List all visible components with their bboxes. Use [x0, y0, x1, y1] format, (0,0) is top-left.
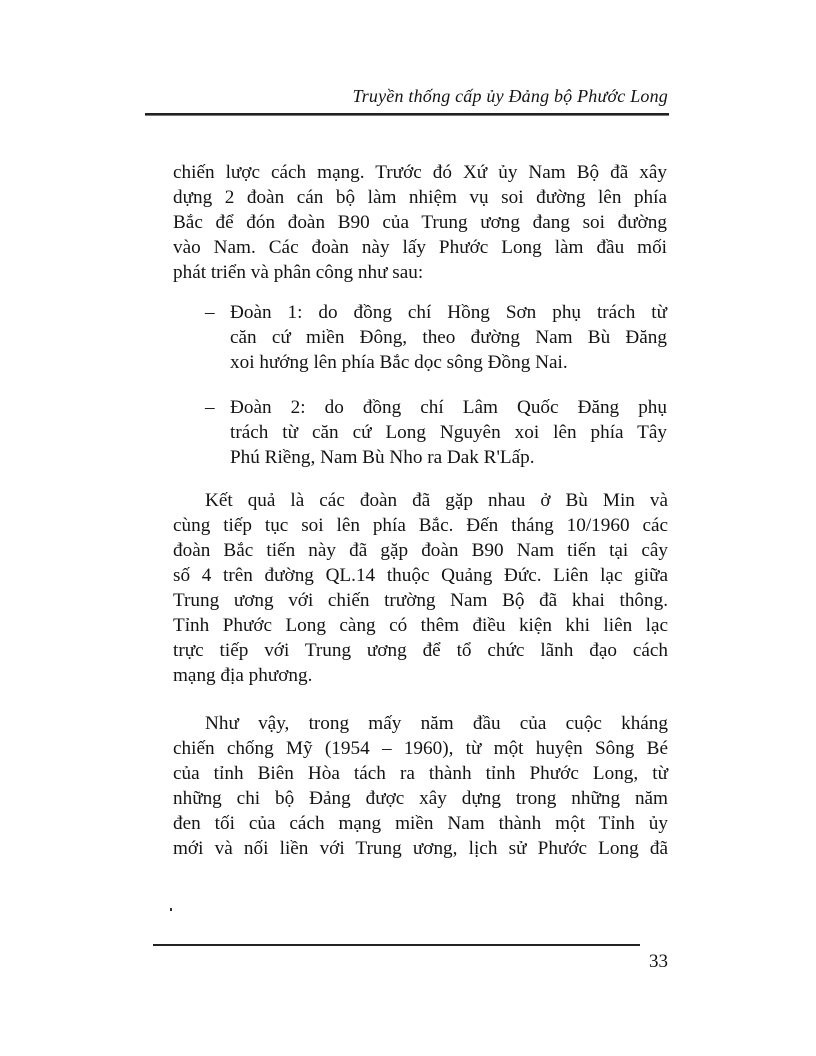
text-line: vào Nam. Các đoàn này lấy Phước Long làm đầu mối — [173, 237, 667, 258]
text-line: căn cứ miền Đông, theo đường Nam Bù Đăng — [230, 327, 667, 348]
text-line: Đoàn 1: do đồng chí Hồng Sơn phụ trách từ — [230, 302, 667, 323]
text-line: đoàn Bắc tiến này đã gặp đoàn B90 Nam tiến tại cây — [173, 540, 668, 561]
text-line: số 4 trên đường QL.14 thuộc Quảng Đức. Liên lạc giữa — [173, 565, 668, 586]
page-number: 33 — [649, 951, 668, 972]
text-line: đen tối của cách mạng miền Nam thành một Tỉnh ủy — [173, 813, 668, 834]
text-line: Phú Riềng, Nam Bù Nho ra Dak R'Lấp. — [230, 447, 535, 468]
text-line: Kết quả là các đoàn đã gặp nhau ở Bù Min và — [205, 490, 668, 511]
text-line: mới và nối liền với Trung ương, lịch sử Phước Long đã — [173, 838, 668, 859]
text-line: chiến chống Mỹ (1954 – 1960), từ một huyện Sông Bé — [173, 738, 668, 759]
scan-speck — [170, 908, 172, 911]
text-line: của tỉnh Biên Hòa tách ra thành tỉnh Phước Long, từ — [173, 763, 668, 784]
bullet-text — [230, 300, 667, 375]
footer-rule — [153, 944, 640, 946]
text-line: những chi bộ Đảng được xây dựng trong những năm — [173, 788, 668, 809]
text-line: mạng địa phương. — [173, 665, 313, 686]
text-line: trách từ căn cứ Long Nguyên xoi lên phía Tây — [230, 422, 667, 443]
text-line: Tỉnh Phước Long càng có thêm điều kiện khi liên lạc — [173, 615, 668, 636]
text-line: Trung ương với chiến trường Nam Bộ đã khai thông. — [173, 590, 668, 611]
bullet-dash: – — [205, 302, 215, 323]
paragraph-2 — [173, 488, 668, 688]
paragraph-1 — [173, 160, 667, 285]
header-rule — [145, 113, 669, 116]
text-line: Đoàn 2: do đồng chí Lâm Quốc Đăng phụ — [230, 397, 667, 418]
text-line: chiến lược cách mạng. Trước đó Xứ ủy Nam Bộ đã xây — [173, 162, 667, 183]
text-line: trực tiếp với Trung ương để tổ chức lãnh đạo cách — [173, 640, 668, 661]
bullet-text — [230, 395, 667, 470]
running-header: Truyền thống cấp ủy Đảng bộ Phước Long — [352, 86, 668, 106]
text-line: dựng 2 đoàn cán bộ làm nhiệm vụ soi đường lên phía — [173, 187, 667, 208]
text-line: xoi hướng lên phía Bắc dọc sông Đồng Nai. — [230, 352, 568, 373]
text-line: Như vậy, trong mấy năm đầu của cuộc kháng — [205, 713, 668, 734]
bullet-dash: – — [205, 397, 215, 418]
text-line: cùng tiếp tục soi lên phía Bắc. Đến tháng 10/1960 các — [173, 515, 668, 536]
text-line: Bắc để đón đoàn B90 của Trung ương đang soi đường — [173, 212, 667, 233]
paragraph-3 — [173, 711, 668, 861]
text-line: phát triển và phân công như sau: — [173, 262, 424, 283]
